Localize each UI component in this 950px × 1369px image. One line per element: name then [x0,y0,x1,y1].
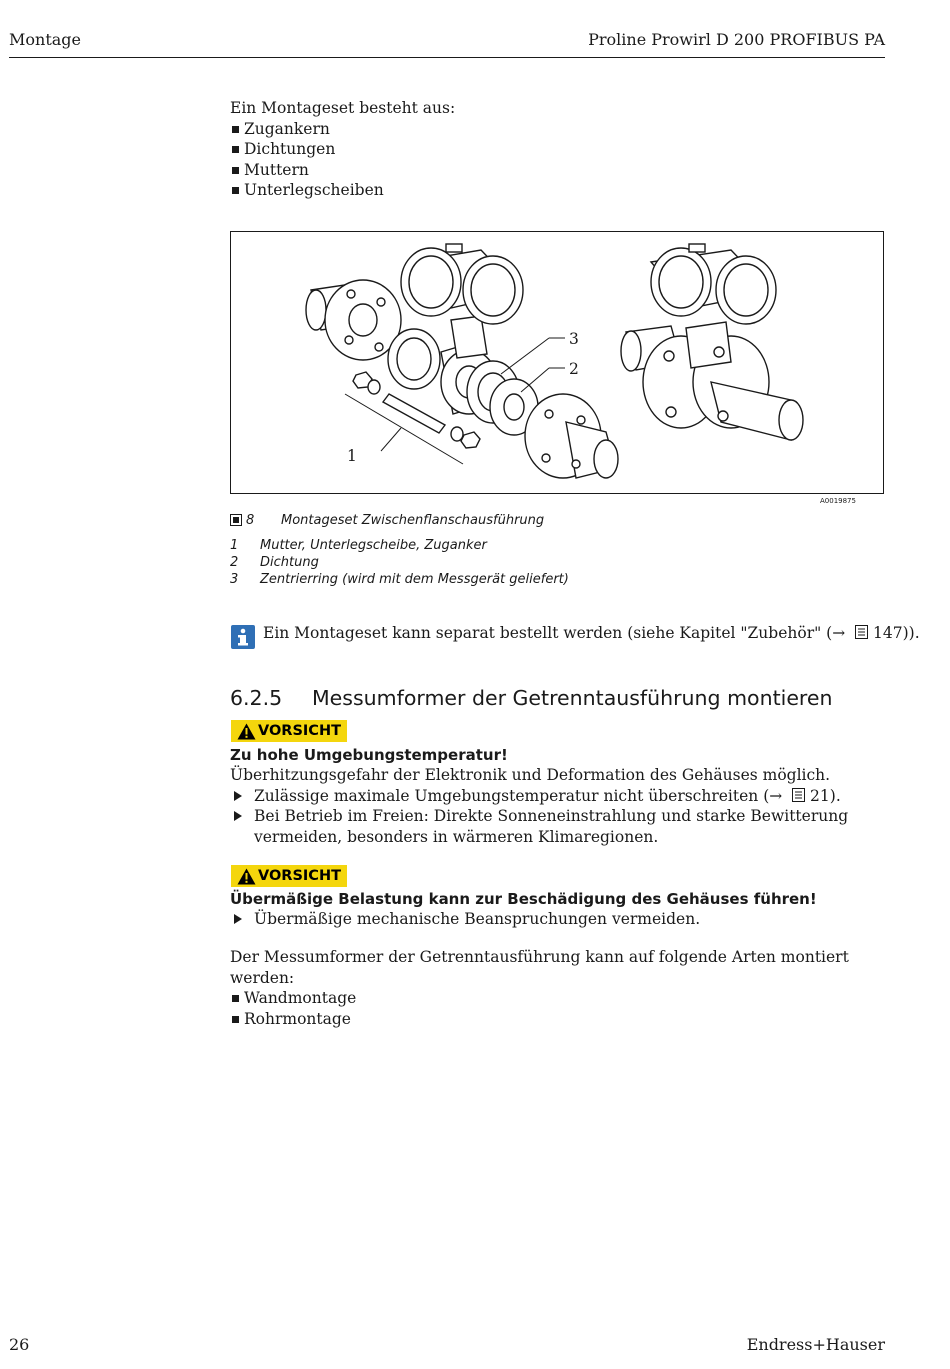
arrow-ref-icon: → [769,786,783,805]
running-header-product: Proline Prowirl D 200 PROFIBUS PA [588,30,885,49]
list-item: Zugankern [230,119,870,140]
list-item: Unterlegscheiben [230,180,870,201]
list-item: Wandmontage [230,988,880,1009]
callout-3: 3 [569,330,579,348]
footer-brand: Endress+Hauser [746,1335,885,1354]
warning-label-text: VORSICHT [258,723,341,739]
action-item [230,786,870,807]
legend-row [230,572,830,589]
legend-number: 1 [230,538,239,553]
info-note-page[interactable]: 147 [873,624,903,642]
intro-lead: Ein Montageset besteht aus: [230,99,456,117]
arrow-ref-icon: → [832,624,846,642]
legend-row [230,538,830,555]
section-heading [230,686,833,710]
warning-label [231,865,347,887]
action-item: Übermäßige mechanische Beanspruchungen vermeiden. [230,909,870,930]
figure-frame [230,231,884,494]
section-number: 6.2.5 [230,686,283,710]
list-item: Muttern [230,160,870,181]
caption-number: 8 [246,513,255,528]
header-rule [9,57,885,58]
mounting-lead: Der Messumformer der Getrenntausführung kann auf folgende Arten montiert werden: [230,948,849,987]
running-header-section: Montage [9,30,81,49]
callout-2: 2 [569,360,579,378]
warning-label-text: VORSICHT [258,868,341,884]
info-note-end: )). [902,624,920,642]
figure-image-id: A0019875 [820,497,856,505]
action-page[interactable]: 21 [810,786,830,805]
section-title: Messumformer der Getrenntausführung montieren [312,686,833,710]
legend-number: 2 [230,555,239,570]
figure-legend [230,538,830,589]
info-note-text: Ein Montageset kann separat bestellt werden (siehe Kapitel "Zubehör" ( [263,624,833,642]
page-ref-icon [792,788,805,802]
legend-row [230,555,830,572]
intro-list [230,119,870,201]
warning-1-block [230,745,870,847]
caption-text: Montageset Zwischenflanschausführung [281,513,545,528]
warning-label [231,720,347,742]
list-item: Dichtungen [230,139,870,160]
warning-heading: Übermäßige Belastung kann zur Beschädigung des Gehäuses führen! [230,890,817,908]
page-number: 26 [9,1335,30,1354]
info-icon [231,625,255,649]
list-item: Rohrmontage [230,1009,880,1030]
mounting-block [230,947,880,1029]
info-note [263,623,920,644]
legend-text: Zentrierring (wird mit dem Messgerät geliefert) [260,572,569,587]
action-item: Bei Betrieb im Freien: Direkte Sonneneinstrahlung und starke Bewitterung vermeiden, besonders in wärmeren Klimaregionen. [230,806,870,847]
warning-triangle-icon [237,723,256,740]
action-text: Zulässige maximale Umgebungstemperatur nicht überschreiten ( [254,786,770,805]
action-end: ). [829,786,841,805]
figure-icon [230,514,242,526]
intro-block [230,98,870,201]
warning-triangle-icon [237,868,256,885]
warning-text: Überhitzungsgefahr der Elektronik und Deformation des Gehäuses möglich. [230,766,831,784]
page-ref-icon [855,625,868,639]
mounting-list [230,988,880,1029]
legend-number: 3 [230,572,239,587]
warning-actions [230,909,870,930]
callout-1: 1 [347,447,357,465]
legend-text: Mutter, Unterlegscheibe, Zuganker [260,538,487,553]
warning-heading: Zu hohe Umgebungstemperatur! [230,746,508,764]
warning-actions [230,786,870,848]
legend-text: Dichtung [260,555,319,570]
warning-2-block [230,889,870,930]
mounting-kit-illustration [231,232,883,493]
